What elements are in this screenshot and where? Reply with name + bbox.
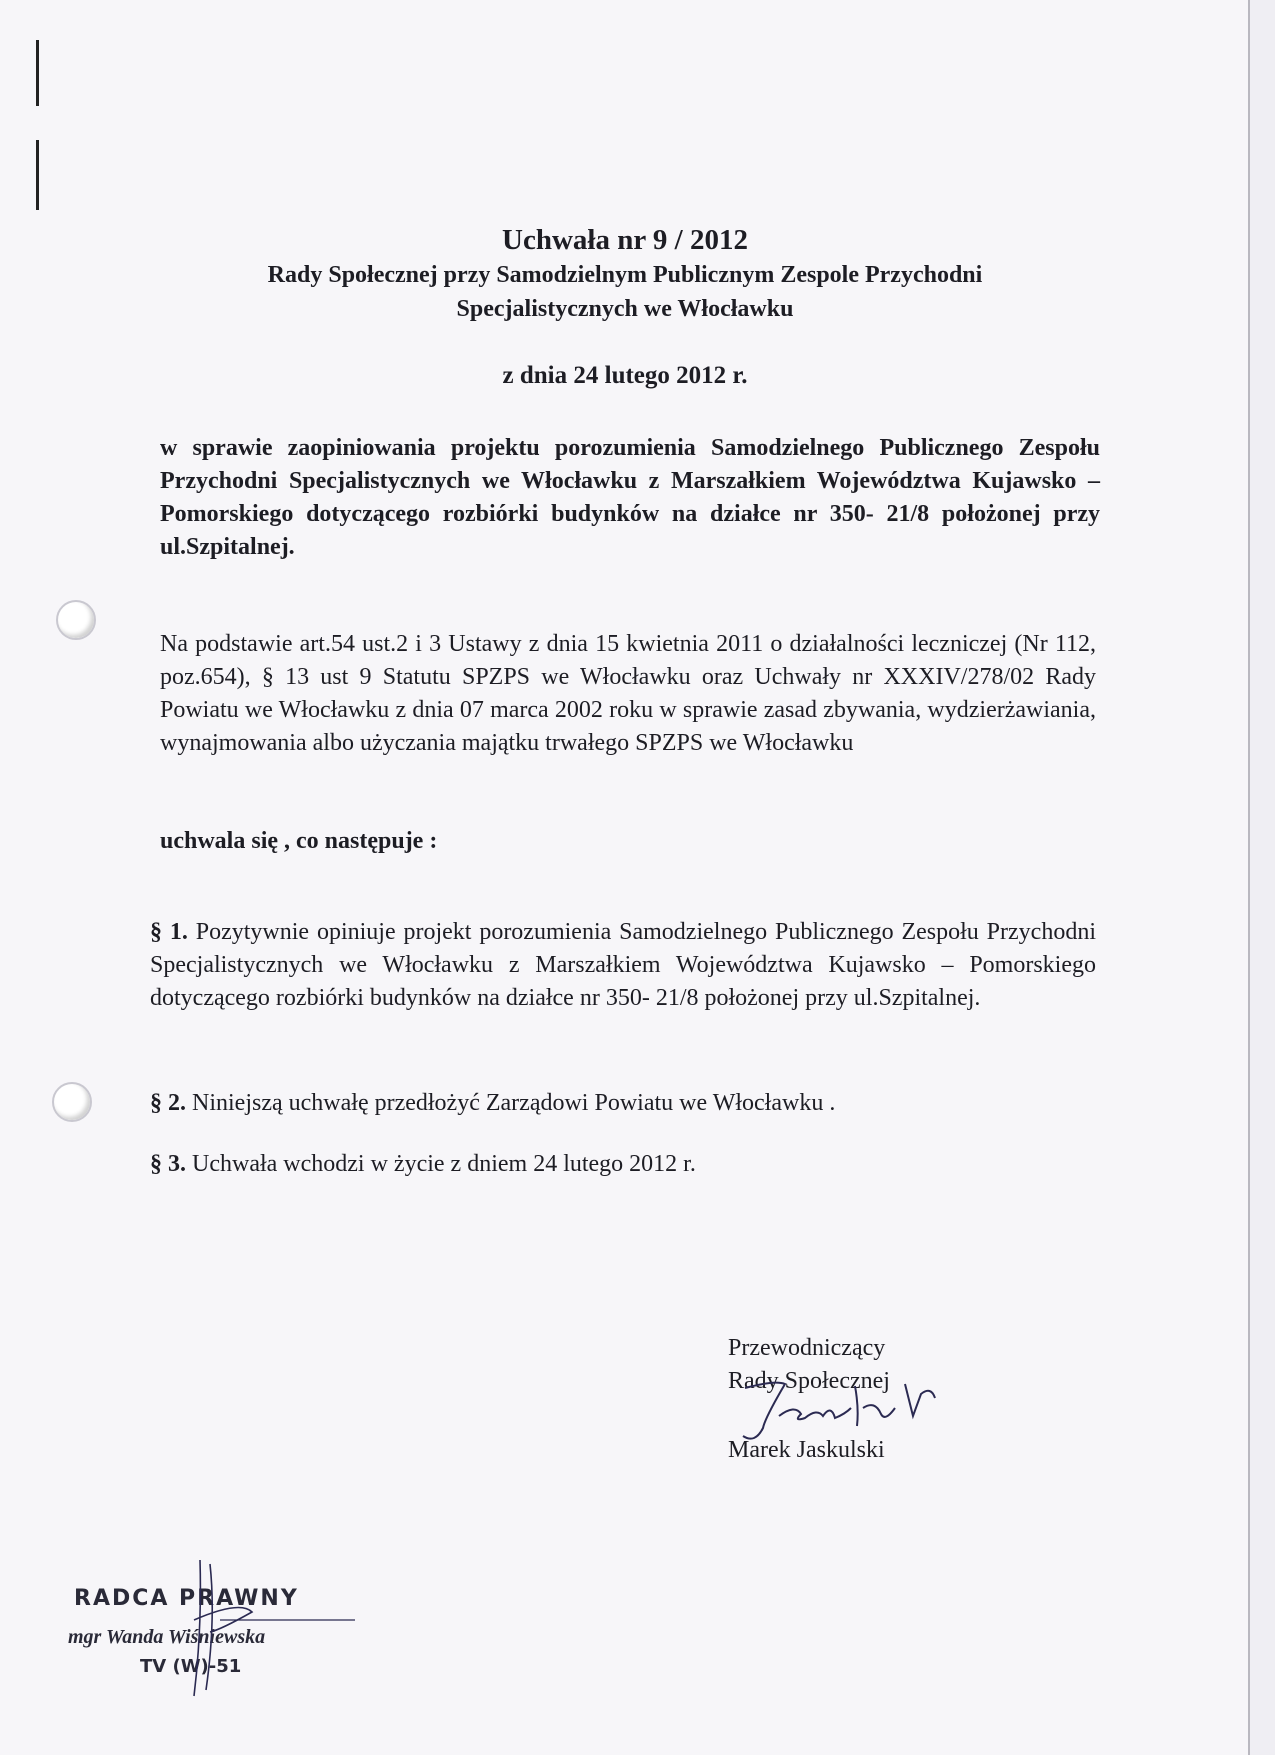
section-1-text: Pozytywnie opiniuje projekt porozumienia Samodzielnego Publicznego Zespołu Przychodni Specjalistycznych we Włocławku z Marszałkiem Województwa Kujawsko – Pomorskiego dotyczącego rozbiórki budynków na działce nr 350- 21/8 położonej przy ul.Szpitalnej.: [150, 919, 1096, 1011]
signatory-name: Marek Jaskulski: [728, 1437, 885, 1463]
punch-hole-upper: [56, 600, 96, 640]
stamp-name: mgr Wanda Wiśniewska: [68, 1626, 266, 1648]
section-1: [150, 916, 1096, 1015]
document-date: z dnia 24 lutego 2012 r.: [502, 362, 748, 389]
document-title: Uchwała nr 9 / 2012: [502, 224, 748, 256]
stamp-number: TV (W)-51: [140, 1656, 242, 1677]
resolution-statement: uchwala się , co następuje :: [160, 828, 438, 854]
stamp-signature-scribble: [180, 1560, 360, 1700]
signature-role-line-1: Przewodniczący: [728, 1335, 886, 1361]
legal-basis-paragraph: Na podstawie art.54 ust.2 i 3 Ustawy z dnia 15 kwietnia 2011 o działalności leczniczej (Nr 112, poz.654), § 13 ust 9 Statutu SPZPS we Włocławku oraz Uchwały nr XXXIV/278/02 Rady Powiatu we Włocławku z dnia 07 marca 2002 roku w sprawie zasad zbywania, wydzierżawiania, wynajmowania albo użyczania majątku trwałego SPZPS we Włocławku: [160, 631, 1096, 756]
stamp-title: RADCA PRAWNY: [74, 1586, 299, 1611]
binder-mark-bottom: [36, 140, 39, 210]
section-1-number: § 1.: [150, 919, 188, 945]
section-3: [150, 1148, 1096, 1181]
binder-mark-top: [36, 40, 39, 106]
punch-hole-lower: [52, 1082, 92, 1122]
signature-role-line-2: Rady Społecznej: [728, 1368, 890, 1394]
issuer-line-2: Specjalistycznych we Włocławku: [456, 296, 794, 322]
bleed-through-text: [540, 142, 546, 175]
section-3-text: Uchwała wchodzi w życie z dniem 24 lutego 2012 r.: [186, 1151, 696, 1177]
section-2-text: Niniejszą uchwałę przedłożyć Zarządowi Powiatu we Włocławku .: [186, 1090, 836, 1116]
section-3-number: § 3.: [150, 1151, 186, 1177]
subject-paragraph: w sprawie zaopiniowania projektu porozumienia Samodzielnego Publicznego Zespołu Przychodni Specjalistycznych we Włocławku z Marszałkiem Województwa Kujawsko – Pomorskiego dotyczącego rozbiórki budynków na działce nr 350- 21/8 położonej przy ul.Szpitalnej.: [160, 435, 1100, 560]
issuer-line-1: Rady Społecznej przy Samodzielnym Publicznym Zespole Przychodni: [267, 262, 983, 288]
handwritten-signature: [735, 1378, 950, 1448]
section-2: [150, 1087, 1096, 1120]
section-2-number: § 2.: [150, 1090, 186, 1116]
